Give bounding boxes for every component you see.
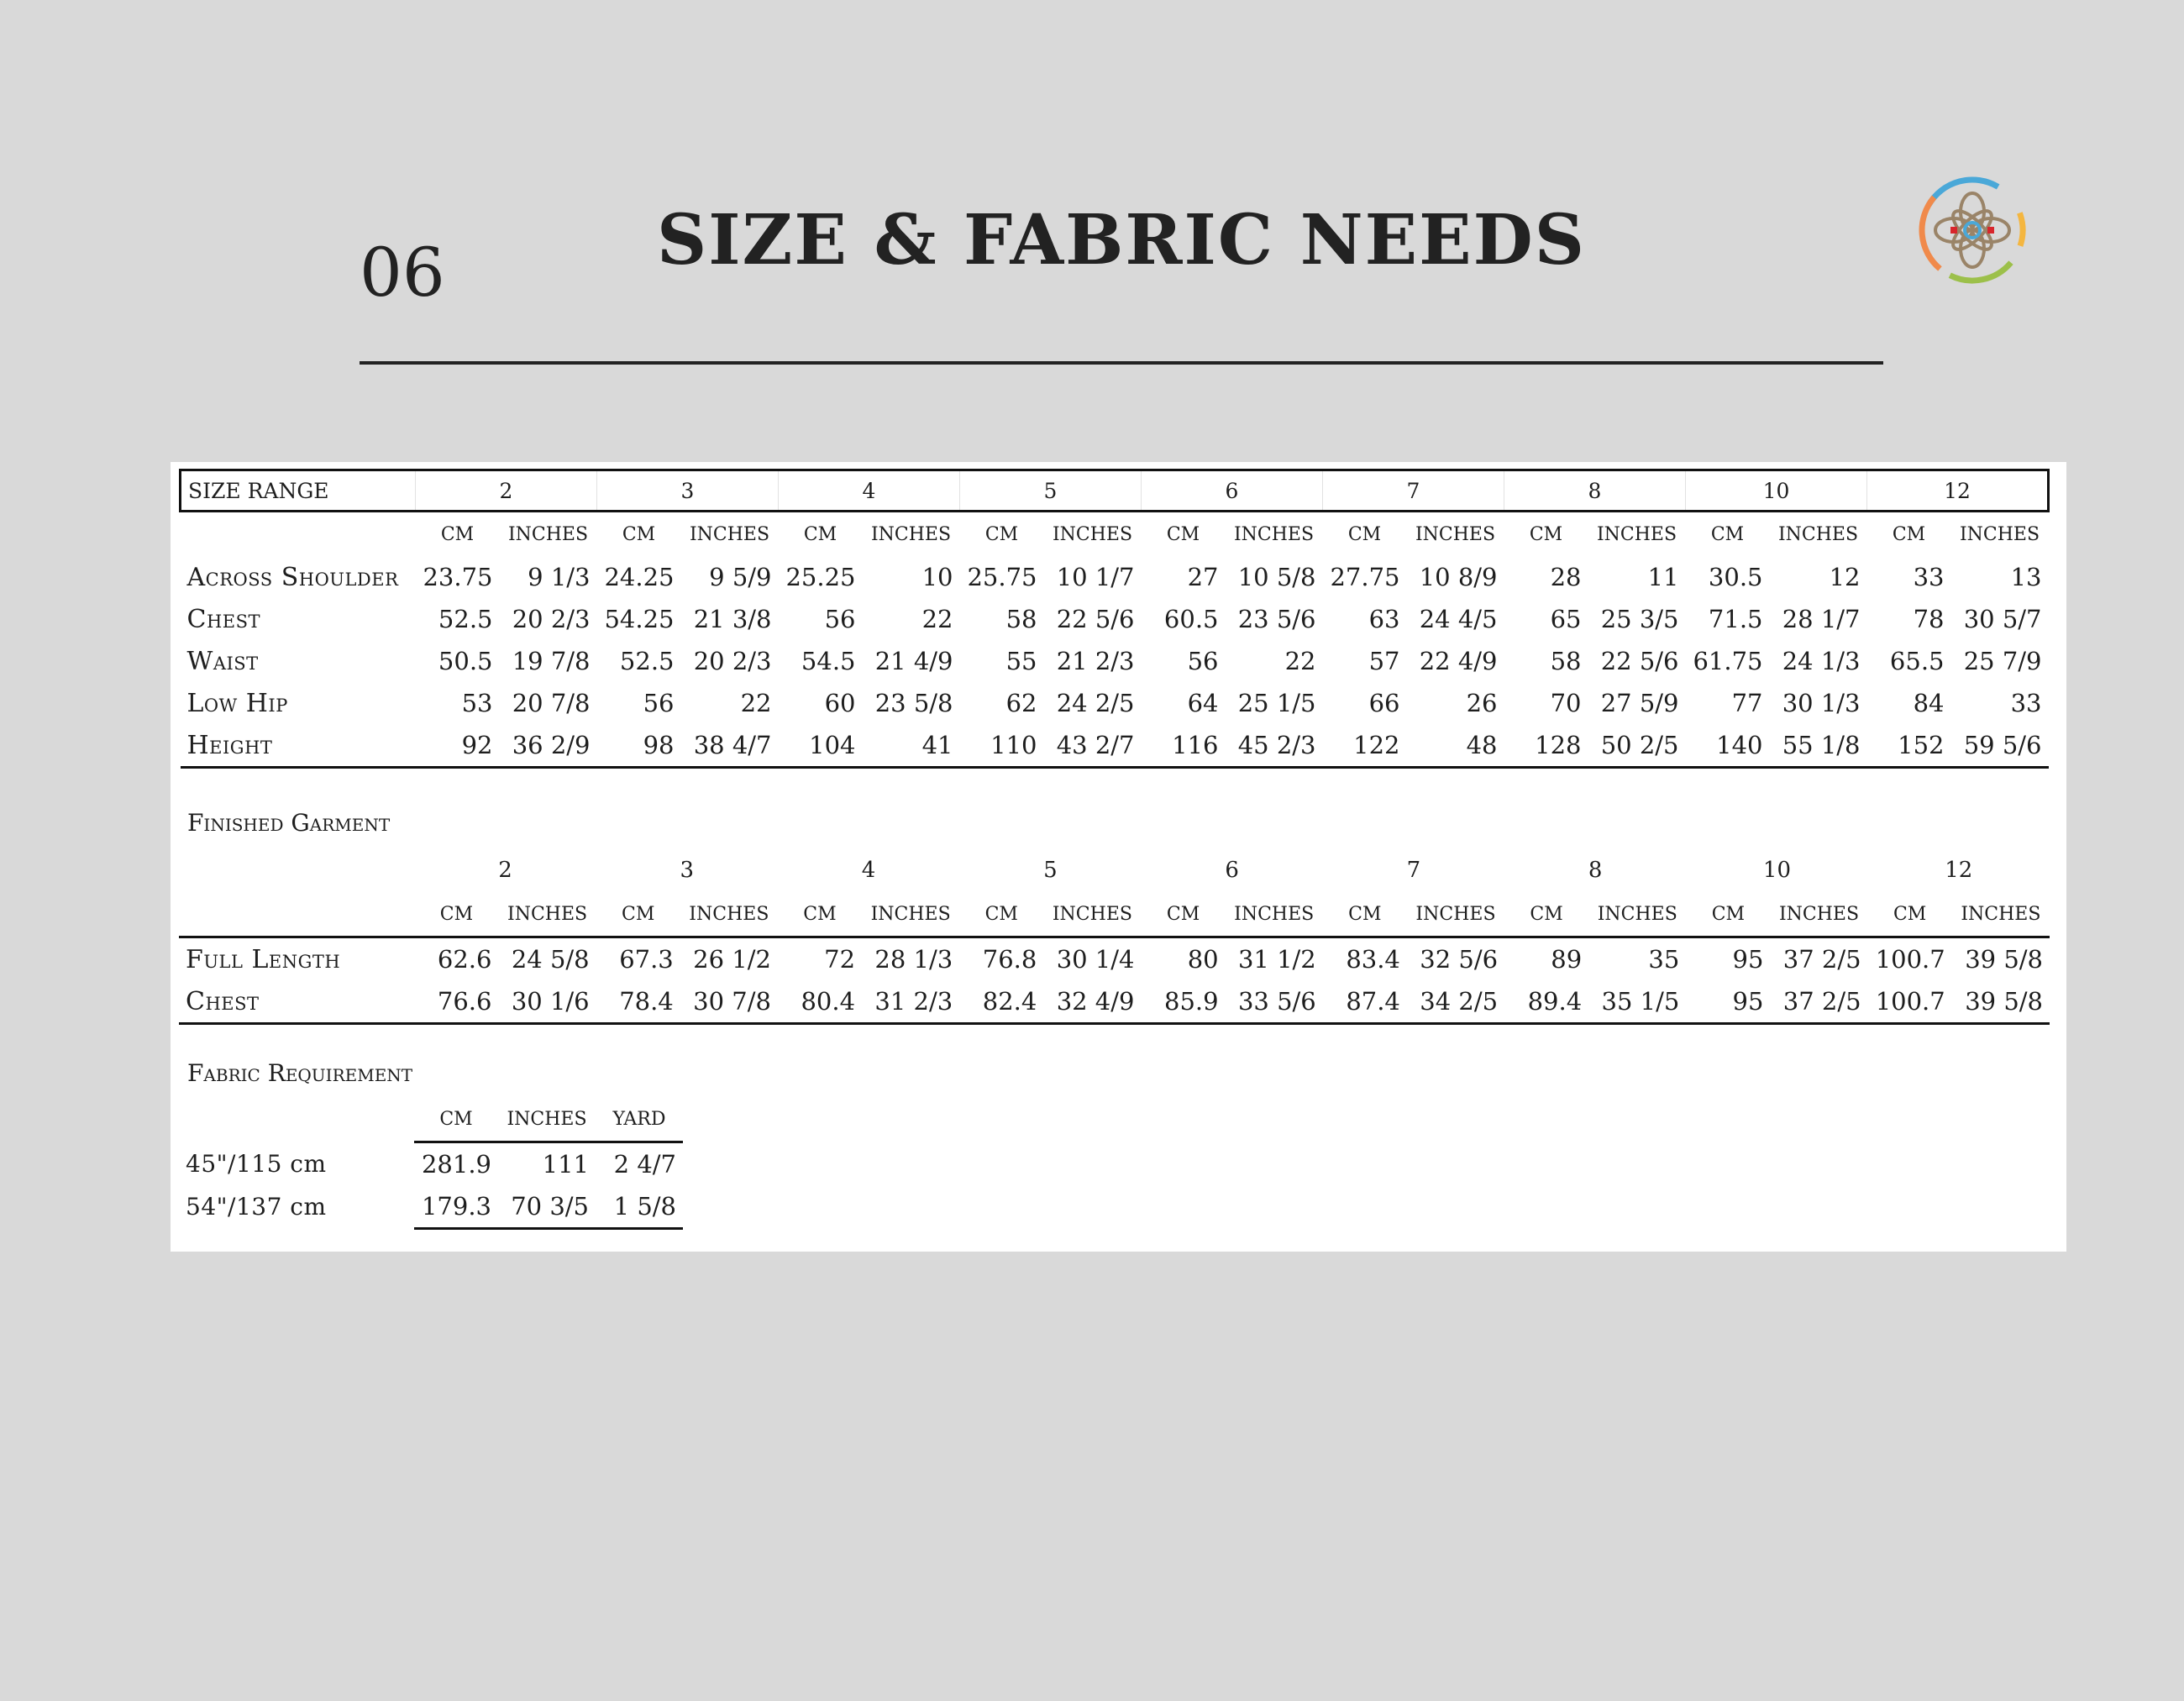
finished-measurement-rows	[179, 937, 2050, 1024]
unit-cm-label: CM	[1166, 523, 1200, 545]
measurement-value: 19 7/8	[512, 647, 591, 675]
measurement-value: 33 5/6	[1226, 980, 1323, 1024]
measurement-value: 50.5	[438, 647, 493, 675]
measurement-value: 27.75	[1330, 563, 1400, 591]
size-heading: 3	[597, 470, 779, 512]
measurement-value: 30.5	[1708, 563, 1763, 591]
measurement-label: 45"/115 cm	[186, 1149, 327, 1178]
fabric-unit-row	[179, 1097, 683, 1142]
fabric-requirement-table	[179, 1050, 767, 1230]
measurement-value: 31 1/2	[1226, 937, 1323, 981]
size-range-label: SIZE RANGE	[181, 470, 416, 512]
measurement-value: 11	[1647, 563, 1679, 591]
unit-cm-label: CM	[1529, 523, 1563, 545]
unit-inches-label: INCHES	[1052, 523, 1133, 545]
measurement-value: 32 4/9	[1043, 980, 1141, 1024]
measurement-value: 22	[1284, 647, 1316, 675]
measurement-value: 54.25	[604, 605, 675, 633]
measurement-value: 25.25	[785, 563, 856, 591]
unit-inches-label: INCHES	[689, 523, 770, 545]
measurement-value: 52.5	[619, 647, 675, 675]
measurement-value: 122	[1323, 724, 1407, 768]
measurement-value: 110	[960, 724, 1044, 768]
measurement-value: 76.6	[414, 980, 498, 1024]
page-title: SIZE & FABRIC NEEDS	[656, 200, 1586, 281]
unit-inches-label: INCHES	[870, 523, 952, 545]
measurement-value: 80.4	[778, 980, 862, 1024]
measurement-value: 23 5/8	[874, 689, 953, 717]
measurement-value: 48	[1407, 724, 1504, 768]
table-row	[179, 937, 2050, 981]
measurement-value: 30 1/4	[1043, 937, 1141, 981]
size-heading: 4	[779, 470, 960, 512]
measurement-value: 55	[1005, 647, 1037, 675]
measurement-value: 20 2/3	[512, 605, 591, 633]
unit-inches-label: INCHES	[689, 903, 769, 925]
measurement-value: 30 1/6	[498, 980, 596, 1024]
measurement-value: 33	[1913, 563, 1945, 591]
measurement-value: 104	[779, 724, 863, 768]
finished-size-row	[179, 848, 2050, 892]
unit-inches-label: INCHES	[1597, 903, 1677, 925]
measurement-label: Low Hip	[186, 688, 288, 718]
measurement-value: 26 1/2	[680, 937, 778, 981]
size-heading: 2	[416, 470, 597, 512]
measurement-value: 25.75	[967, 563, 1037, 591]
measurement-value: 76.8	[959, 937, 1043, 981]
measurement-value: 28 1/7	[1782, 605, 1861, 633]
measurement-value: 21 4/9	[874, 647, 953, 675]
measurement-value: 20 2/3	[693, 647, 772, 675]
table-row	[181, 556, 2049, 598]
measurement-value: 9 5/9	[709, 563, 772, 591]
measurement-value: 27	[1187, 563, 1219, 591]
unit-cm-label: CM	[1893, 903, 1927, 925]
unit-cm-label: CM	[984, 523, 1019, 545]
size-heading: 5	[1043, 858, 1058, 883]
measurement-value: 179.3	[414, 1185, 498, 1229]
unit-inches-label: INCHES	[498, 1097, 596, 1142]
size-heading: 5	[960, 470, 1142, 512]
measurement-value: 95	[1686, 937, 1770, 981]
measurement-value: 25 3/5	[1600, 605, 1679, 633]
unit-header-row	[179, 892, 2050, 937]
measurement-value: 85.9	[1141, 980, 1225, 1024]
measurement-value: 43 2/7	[1044, 724, 1142, 768]
measurement-value: 41	[863, 724, 960, 768]
measurement-label: Chest	[179, 980, 414, 1024]
measurement-value: 32 5/6	[1407, 937, 1504, 981]
measurement-value: 30 7/8	[680, 980, 778, 1024]
measurement-value: 72	[778, 937, 862, 981]
size-heading: 3	[680, 858, 695, 883]
measurement-value: 89	[1504, 937, 1588, 981]
table-row	[181, 640, 2049, 682]
measurement-label: 54"/137 cm	[186, 1193, 327, 1221]
measurement-value: 37 2/5	[1770, 937, 1867, 981]
unit-inches-label: INCHES	[1596, 523, 1677, 545]
unit-cm-label: CM	[414, 1097, 498, 1142]
measurement-value: 58	[1550, 647, 1582, 675]
finished-garment-title: Finished Garment	[187, 809, 391, 837]
measurement-value: 38 4/7	[681, 724, 779, 768]
measurement-value: 26	[1466, 689, 1498, 717]
measurement-value: 281.9	[421, 1150, 491, 1179]
unit-cm-label: CM	[439, 903, 474, 925]
measurement-value: 98	[597, 724, 681, 768]
size-range-table	[179, 469, 2050, 769]
measurement-value: 84	[1913, 689, 1945, 717]
table-row	[179, 980, 2050, 1024]
unit-inches-label: INCHES	[1778, 903, 1860, 925]
measurement-label: Across Shoulder	[186, 562, 399, 592]
measurement-label: Waist	[186, 646, 259, 676]
measurement-value: 10 1/7	[1056, 563, 1135, 591]
measurement-label: Height	[181, 724, 416, 768]
finished-garment-table	[179, 798, 2050, 1025]
measurement-value: 9 1/3	[528, 563, 591, 591]
unit-inches-label: INCHES	[507, 523, 589, 545]
measurement-value: 65	[1550, 605, 1582, 633]
measurement-value: 60.5	[1163, 605, 1219, 633]
unit-cm-label: CM	[440, 523, 475, 545]
measurement-value: 33	[2010, 689, 2042, 717]
measurement-value: 39 5/8	[1952, 980, 2050, 1024]
measurement-value: 2 4/7	[613, 1150, 676, 1179]
measurement-value: 35	[1588, 937, 1686, 981]
header-divider	[360, 361, 1883, 365]
size-heading: 8	[1504, 470, 1686, 512]
unit-inches-label: INCHES	[1052, 903, 1132, 925]
unit-cm-label: CM	[1711, 903, 1746, 925]
measurement-value: 63	[1368, 605, 1400, 633]
unit-inches-label: INCHES	[1777, 523, 1859, 545]
measurement-value: 27 5/9	[1600, 689, 1679, 717]
size-heading: 2	[498, 858, 512, 883]
size-measurement-rows	[181, 556, 2049, 768]
measurement-value: 22 4/9	[1419, 647, 1498, 675]
measurement-value: 24 2/5	[1056, 689, 1135, 717]
measurement-label: Full Length	[179, 937, 414, 981]
table-row	[179, 1185, 683, 1229]
measurement-value: 64	[1187, 689, 1219, 717]
measurement-value: 10 8/9	[1419, 563, 1498, 591]
measurement-value: 89.4	[1504, 980, 1588, 1024]
measurement-value: 12	[1829, 563, 1861, 591]
measurement-value: 111	[542, 1150, 589, 1179]
unit-cm-label: CM	[1348, 903, 1382, 925]
measurement-value: 24 4/5	[1419, 605, 1498, 633]
measurement-value: 80	[1141, 937, 1225, 981]
measurement-value: 140	[1686, 724, 1770, 768]
measurement-value: 78.4	[596, 980, 680, 1024]
measurement-value: 10	[921, 563, 953, 591]
unit-header-row	[181, 512, 2049, 557]
size-heading: 6	[1142, 470, 1323, 512]
measurement-value: 54.5	[801, 647, 856, 675]
table-row	[179, 1142, 683, 1186]
measurement-value: 71.5	[1708, 605, 1763, 633]
measurement-value: 61.75	[1693, 647, 1763, 675]
measurement-value: 35 1/5	[1588, 980, 1686, 1024]
unit-inches-label: INCHES	[1415, 903, 1496, 925]
measurement-value: 21 2/3	[1056, 647, 1135, 675]
unit-cm-label: CM	[803, 903, 837, 925]
measurement-value: 30 1/3	[1782, 689, 1861, 717]
measurement-value: 53	[461, 689, 493, 717]
measurement-value: 22 5/6	[1056, 605, 1135, 633]
measurement-value: 116	[1142, 724, 1226, 768]
measurement-value: 30 5/7	[1963, 605, 2042, 633]
measurement-value: 77	[1731, 689, 1763, 717]
measurement-value: 95	[1686, 980, 1770, 1024]
measurement-value: 25 1/5	[1237, 689, 1316, 717]
unit-cm-label: CM	[1166, 903, 1200, 925]
measurement-value: 13	[2010, 563, 2042, 591]
measurement-value: 39 5/8	[1952, 937, 2050, 981]
measurement-value: 23 5/6	[1237, 605, 1316, 633]
measurement-value: 62	[1005, 689, 1037, 717]
measurement-value: 24 1/3	[1782, 647, 1861, 675]
measurement-value: 28 1/3	[862, 937, 959, 981]
unit-inches-label: INCHES	[1234, 903, 1315, 925]
size-heading: 6	[1225, 858, 1239, 883]
page-number: 06	[360, 234, 445, 312]
measurement-value: 50 2/5	[1588, 724, 1686, 768]
unit-cm-label: CM	[1530, 903, 1563, 925]
measurement-value: 57	[1368, 647, 1400, 675]
measurement-value: 24.25	[604, 563, 675, 591]
unit-cm-label: CM	[803, 523, 837, 545]
unit-inches-label: INCHES	[1233, 523, 1315, 545]
measurement-value: 23.75	[423, 563, 493, 591]
unit-cm-label: CM	[1892, 523, 1926, 545]
measurement-value: 56	[643, 689, 675, 717]
measurement-value: 60	[824, 689, 856, 717]
measurement-value: 36 2/9	[500, 724, 597, 768]
table-row	[181, 682, 2049, 724]
measurement-value: 31 2/3	[862, 980, 959, 1024]
measurement-value: 66	[1368, 689, 1400, 717]
measurement-value: 20 7/8	[512, 689, 591, 717]
fabric-measurement-rows	[179, 1142, 683, 1229]
measurement-value: 10 5/8	[1237, 563, 1316, 591]
measurement-value: 21 3/8	[693, 605, 772, 633]
table-row	[181, 598, 2049, 640]
measurement-value: 70 3/5	[498, 1185, 596, 1229]
unit-inches-label: INCHES	[1959, 523, 2040, 545]
size-heading: 10	[1762, 858, 1791, 883]
size-heading: 8	[1588, 858, 1603, 883]
measurement-value: 22	[921, 605, 953, 633]
size-heading: 12	[1945, 858, 1973, 883]
measurement-value: 28	[1550, 563, 1582, 591]
measurement-value: 34 2/5	[1407, 980, 1504, 1024]
measurement-value: 128	[1504, 724, 1588, 768]
unit-yard-label: YARD	[596, 1097, 683, 1142]
size-heading: 12	[1867, 470, 2049, 512]
unit-inches-label: INCHES	[870, 903, 951, 925]
measurement-label: Chest	[186, 604, 260, 634]
unit-cm-label: CM	[1347, 523, 1382, 545]
measurement-value: 65.5	[1889, 647, 1945, 675]
size-chart-sheet	[171, 462, 2066, 1252]
measurement-value: 70	[1550, 689, 1582, 717]
measurement-value: 100.7	[1868, 937, 1952, 981]
measurement-value: 37 2/5	[1770, 980, 1867, 1024]
measurement-value: 56	[824, 605, 856, 633]
measurement-value: 22	[740, 689, 772, 717]
measurement-value: 62.6	[414, 937, 498, 981]
measurement-value: 152	[1867, 724, 1951, 768]
measurement-value: 1 5/8	[596, 1185, 683, 1229]
measurement-value: 87.4	[1323, 980, 1407, 1024]
mandala-logo-icon	[1917, 175, 2028, 286]
measurement-value: 22 5/6	[1600, 647, 1679, 675]
measurement-value: 83.4	[1323, 937, 1407, 981]
measurement-value: 45 2/3	[1226, 724, 1323, 768]
fabric-requirement-title: Fabric Requirement	[187, 1059, 413, 1087]
size-heading: 4	[861, 858, 876, 883]
unit-cm-label: CM	[984, 903, 1018, 925]
size-heading: 7	[1406, 858, 1421, 883]
measurement-value: 52.5	[438, 605, 493, 633]
table-row	[181, 724, 2049, 768]
measurement-value: 92	[416, 724, 500, 768]
size-range-header	[181, 470, 2049, 512]
unit-inches-label: INCHES	[1415, 523, 1496, 545]
size-heading: 10	[1686, 470, 1867, 512]
measurement-value: 78	[1913, 605, 1945, 633]
measurement-value: 25 7/9	[1963, 647, 2042, 675]
unit-inches-label: INCHES	[1961, 903, 2041, 925]
measurement-value: 82.4	[959, 980, 1043, 1024]
unit-cm-label: CM	[622, 523, 656, 545]
measurement-value: 24 5/8	[498, 937, 596, 981]
measurement-value: 67.3	[596, 937, 680, 981]
measurement-value: 58	[1005, 605, 1037, 633]
unit-cm-label: CM	[622, 903, 655, 925]
measurement-value: 100.7	[1868, 980, 1952, 1024]
measurement-value: 59 5/6	[1951, 724, 2049, 768]
measurement-value: 55 1/8	[1770, 724, 1867, 768]
measurement-value: 56	[1187, 647, 1219, 675]
unit-cm-label: CM	[1710, 523, 1745, 545]
size-heading: 7	[1323, 470, 1504, 512]
unit-inches-label: INCHES	[507, 903, 588, 925]
